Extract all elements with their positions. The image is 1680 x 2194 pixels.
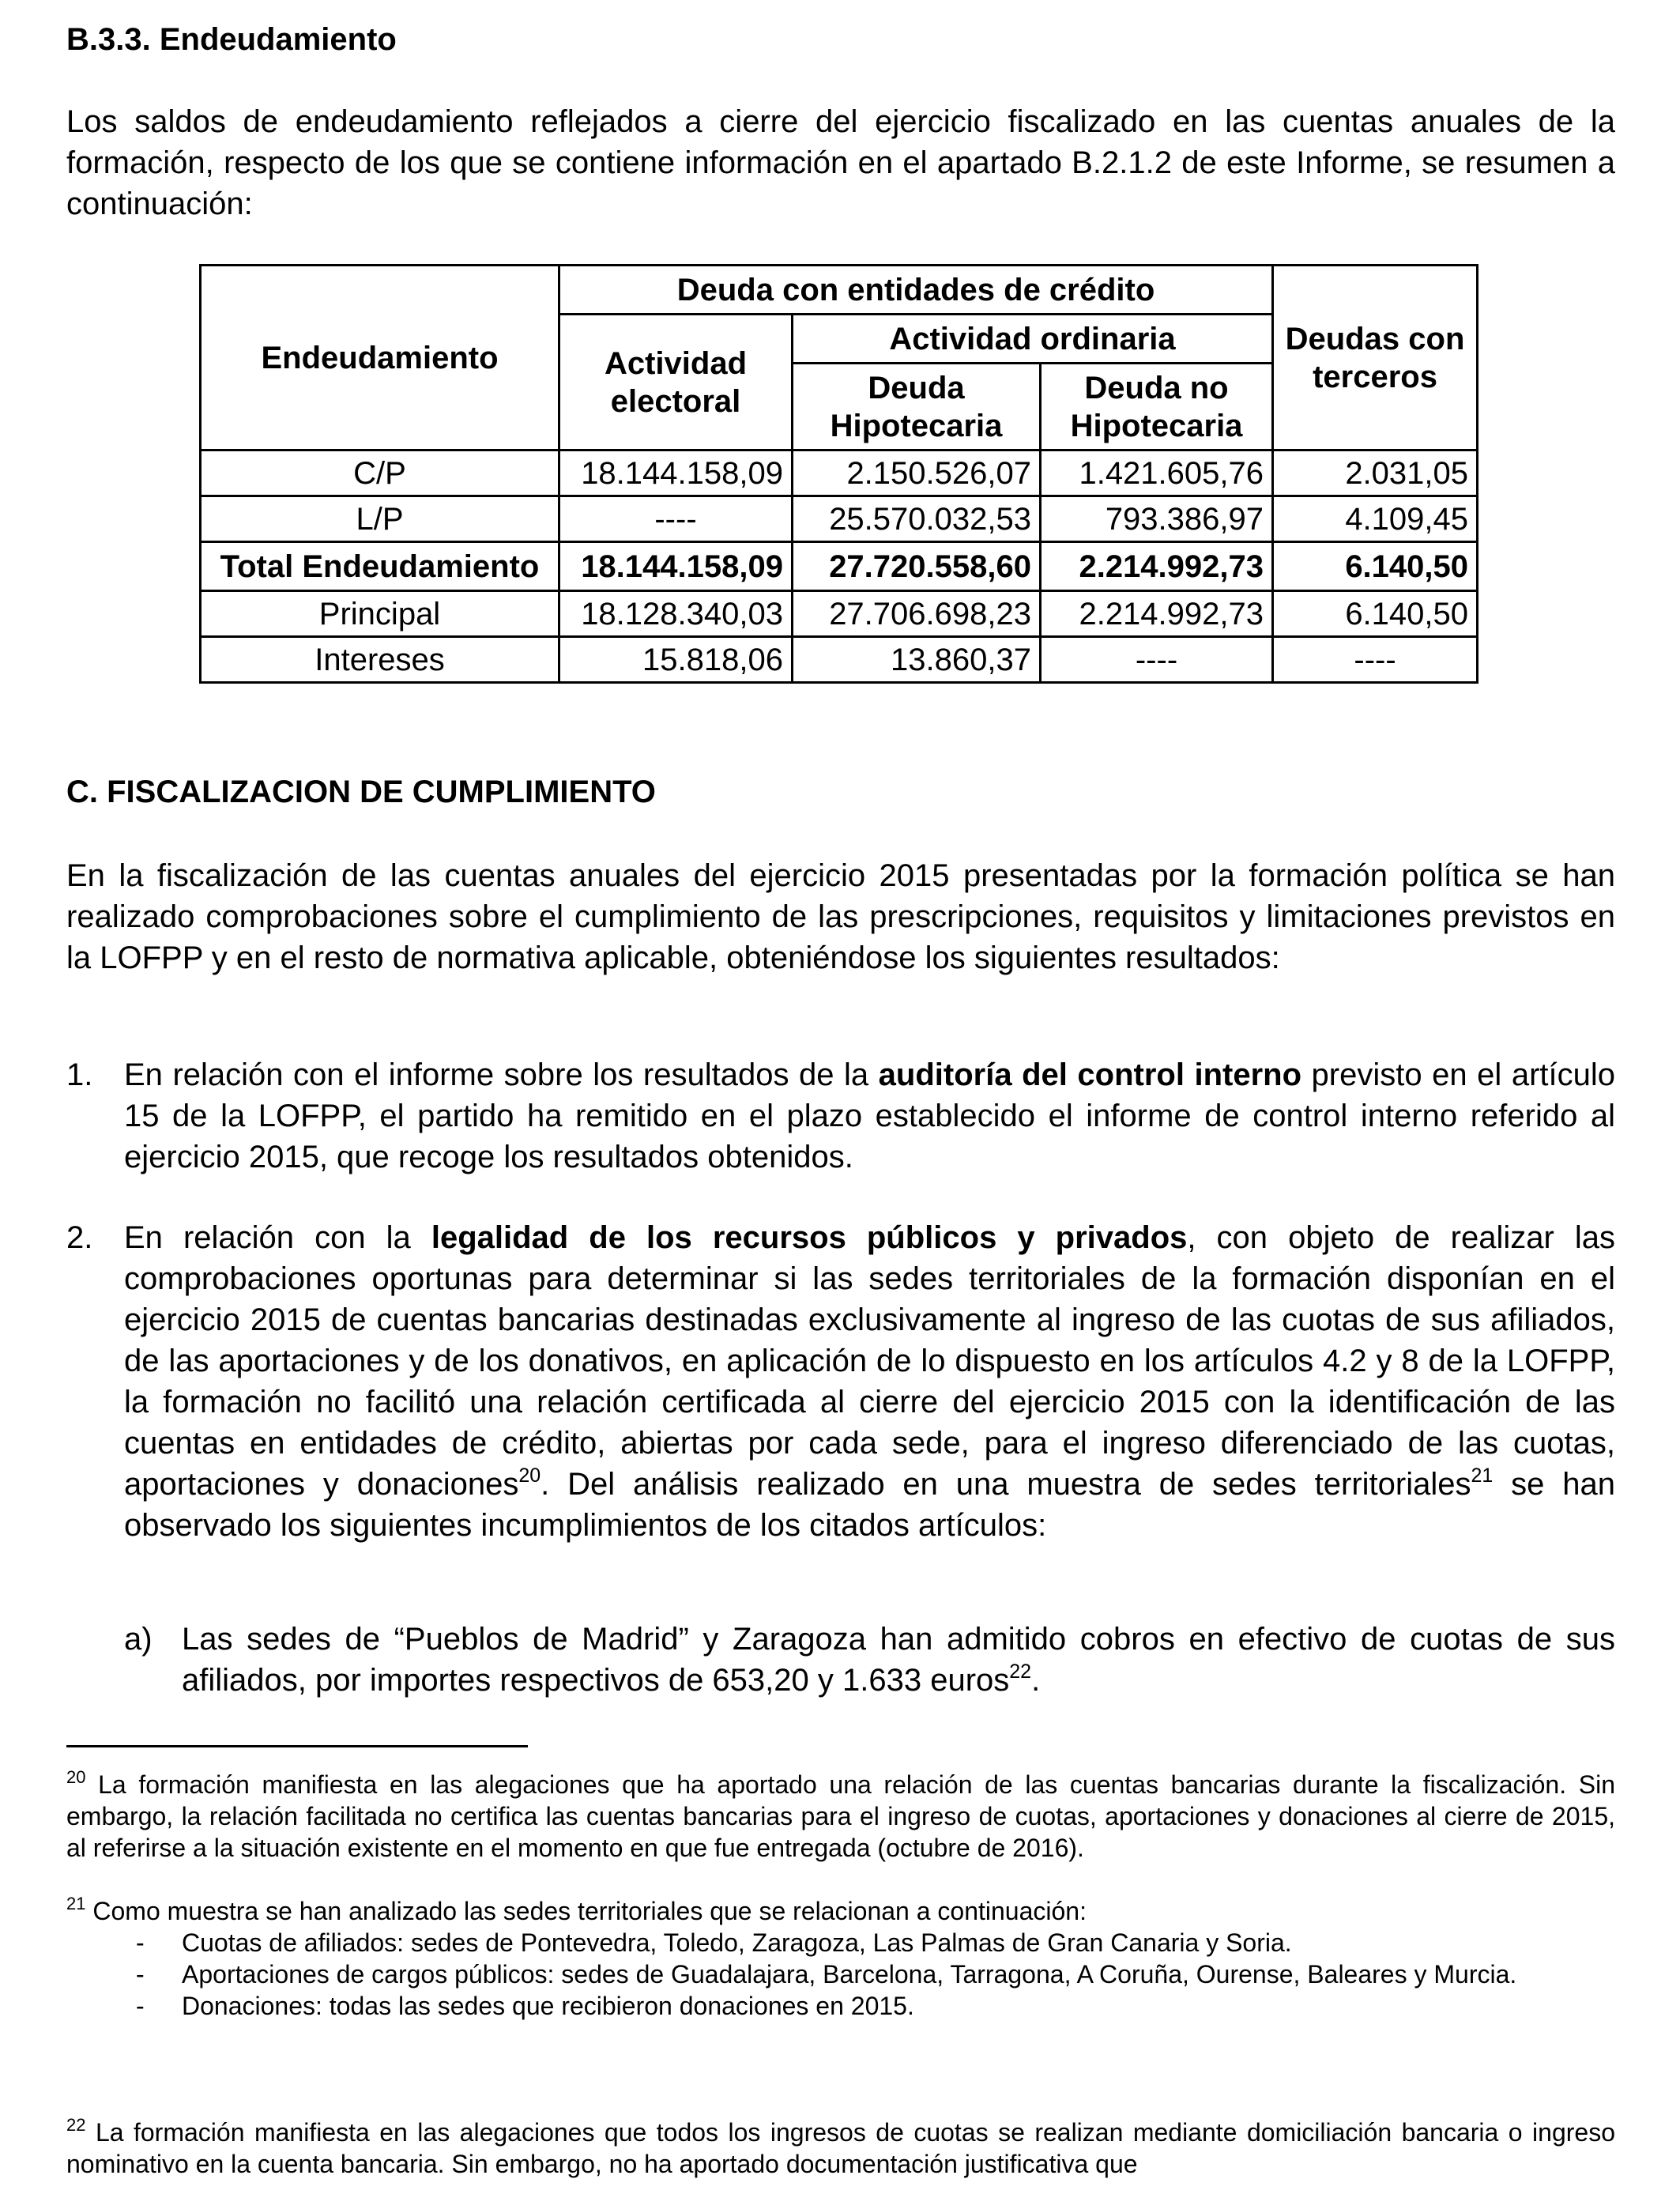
row-label: Principal bbox=[201, 591, 559, 637]
section-heading-c: C. FISCALIZACION DE CUMPLIMIENTO bbox=[66, 775, 656, 809]
header-actividad-electoral: Actividad electoral bbox=[559, 315, 793, 450]
list-item: - Donaciones: todas las sedes que recibieron donaciones en 2015. bbox=[136, 1992, 914, 2020]
cell-hipotecaria: 25.570.032,53 bbox=[793, 496, 1041, 542]
cell-no-hipotecaria: ---- bbox=[1041, 637, 1273, 683]
cell-terceros: 6.140,50 bbox=[1273, 542, 1478, 591]
cell-no-hipotecaria: 793.386,97 bbox=[1041, 496, 1273, 542]
list-number: 2. bbox=[66, 1220, 93, 1255]
cell-hipotecaria: 2.150.526,07 bbox=[793, 450, 1041, 496]
row-label: Intereses bbox=[201, 637, 559, 683]
cell-terceros: 6.140,50 bbox=[1273, 591, 1478, 637]
cell-electoral: 18.144.158,09 bbox=[559, 450, 793, 496]
list-item-2a bbox=[124, 1619, 1615, 1701]
header-deuda-credito: Deuda con entidades de crédito bbox=[559, 266, 1273, 315]
cell-electoral: ---- bbox=[559, 496, 793, 542]
row-label: Total Endeudamiento bbox=[201, 542, 559, 591]
intro-paragraph: Los saldos de endeudamiento reflejados a cierre del ejercicio fiscalizado en las cuentas anuales de la formación, respecto de los que se contiene información en el apartado B.2.1.2 de este Informe, se resumen a continuación: bbox=[66, 104, 1615, 221]
footnote-ref: 22 bbox=[1009, 1660, 1032, 1683]
header-deuda-hipotecaria: Deuda Hipotecaria bbox=[793, 364, 1041, 450]
header-deudas-terceros: Deudas con terceros bbox=[1273, 266, 1478, 450]
cell-hipotecaria: 27.706.698,23 bbox=[793, 591, 1041, 637]
list-item: - Cuotas de afiliados: sedes de Pontevedra, Toledo, Zaragoza, Las Palmas de Gran Canaria y Soria. bbox=[136, 1928, 1292, 1957]
row-label: C/P bbox=[201, 450, 559, 496]
section-c-intro: En la fiscalización de las cuentas anuales del ejercicio 2015 presentadas por la formación política se han realizado comprobaciones sobre el cumplimiento de las prescripciones, requisitos y limitaciones previstos en la LOFPP y en el resto de normativa aplicable, obteniéndose los siguientes resultados: bbox=[66, 858, 1615, 975]
cell-hipotecaria: 27.720.558,60 bbox=[793, 542, 1041, 591]
cell-no-hipotecaria: 1.421.605,76 bbox=[1041, 450, 1273, 496]
footnote-22: $^{22}$ La formación manifiesta en las alegaciones que todos los ingresos de cuotas se realizan mediante domiciliación bancaria o ingreso nominativo en la cuenta bancaria. Sin embargo, no ha aportado documentación justificativa que bbox=[66, 2115, 1615, 2178]
header-actividad-ordinaria: Actividad ordinaria bbox=[793, 315, 1273, 364]
footnote-20: $^{20}$ La formación manifiesta en las alegaciones que ha aportado una relación de las cuentas bancarias durante la fiscalización. Sin embargo, la relación facilitada no certifica las cuentas bancarias para el ingreso de cuotas, aportaciones y donaciones al cierre de 2015, al referirse a la situación existente en el momento en que fue entregada (octubre de 2016). bbox=[66, 1767, 1615, 1862]
list-number: 1. bbox=[66, 1057, 93, 1092]
cell-electoral: 15.818,06 bbox=[559, 637, 793, 683]
list-item-text: En relación con el informe sobre los resultados de la auditoría del control interno previsto en el artículo 15 de la LOFPP, el partido ha remitido en el plazo establecido el informe de control interno referido al ejercicio 2015, que recoge los resultados obtenidos. bbox=[124, 1057, 1615, 1174]
section-heading-b333: B.3.3. Endeudamiento bbox=[66, 22, 397, 57]
list-item-text: En relación con la legalidad de los recursos públicos y privados, con objeto de realizar las comprobaciones oportunas para determinar si las sedes territoriales de la formación disponían en el ejercicio 2015 de cuentas bancarias destinadas exclusivamente al ingreso de las cuotas de sus afiliados, de las aportaciones y de los donativos, en aplicación de lo dispuesto en los artículos 4.2 y 8 de la LOFPP, la formación no facilitó una relación certificada al cierre del ejercicio 2015 con la identificación de las cuentas en entidades de crédito, abiertas por cada sede, para el ingreso diferenciado de las cuotas, aportaciones y donaciones$^{20}$. Del análisis realizado en una muestra de sedes territoriales$^{21}$ se han observado los siguientes incumplimientos de los citados artículos: bbox=[124, 1220, 1615, 1543]
footnote-ref: 20 bbox=[518, 1464, 541, 1487]
debt-table bbox=[199, 264, 1478, 684]
footnote-ref: 21 bbox=[1471, 1464, 1494, 1487]
header-endeudamiento: Endeudamiento bbox=[201, 266, 559, 450]
list-item-1 bbox=[66, 1054, 1615, 1178]
footnote-21-list bbox=[66, 1927, 1615, 2022]
row-label: L/P bbox=[201, 496, 559, 542]
footnote-21: $^{21}$ Como muestra se han analizado las sedes territoriales que se relacionan a continuación: bbox=[66, 1894, 1087, 1925]
table-row bbox=[201, 591, 1478, 637]
list-letter: a) bbox=[124, 1622, 153, 1657]
cell-electoral: 18.144.158,09 bbox=[559, 542, 793, 591]
list-item-text: Las sedes de “Pueblos de Madrid” y Zaragoza han admitido cobros en efectivo de cuotas de sus afiliados, por importes respectivos de 653,20 y 1.633 euros$^{22}$. bbox=[182, 1622, 1615, 1698]
cell-terceros: ---- bbox=[1273, 637, 1478, 683]
header-deuda-no-hipotecaria: Deuda no Hipotecaria bbox=[1041, 364, 1273, 450]
cell-hipotecaria: 13.860,37 bbox=[793, 637, 1041, 683]
table-row-total bbox=[201, 542, 1478, 591]
list-item: - Aportaciones de cargos públicos: sedes de Guadalajara, Barcelona, Tarragona, A Coruña, Ourense, Baleares y Murcia. bbox=[136, 1960, 1517, 1989]
footnote-separator bbox=[66, 1745, 528, 1747]
cell-no-hipotecaria: 2.214.992,73 bbox=[1041, 591, 1273, 637]
cell-terceros: 2.031,05 bbox=[1273, 450, 1478, 496]
table-row bbox=[201, 450, 1478, 496]
cell-electoral: 18.128.340,03 bbox=[559, 591, 793, 637]
table-row bbox=[201, 637, 1478, 683]
cell-terceros: 4.109,45 bbox=[1273, 496, 1478, 542]
table-row bbox=[201, 496, 1478, 542]
cell-no-hipotecaria: 2.214.992,73 bbox=[1041, 542, 1273, 591]
list-item-2 bbox=[66, 1217, 1615, 1546]
